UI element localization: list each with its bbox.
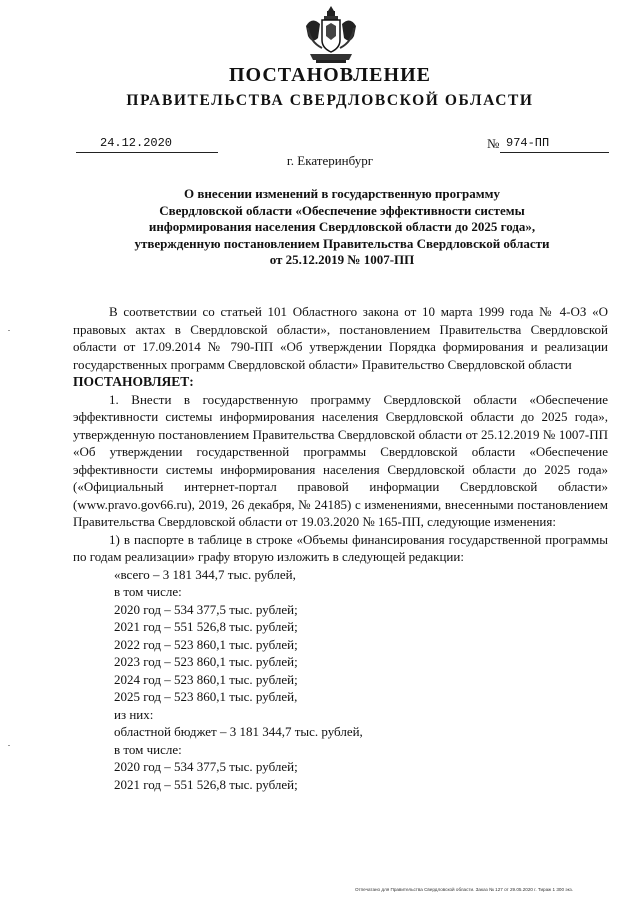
subitem-1-paragraph: 1) в паспорте в таблице в строке «Объемы финансирования государственной программы по годам реализации» графу вторую изложить в следующей редакции:: [73, 531, 608, 564]
preamble-paragraph: В соответствии со статьей 101 Областного закона от 10 марта 1999 года № 4-ОЗ «О правовых актах в Свердловской области», постановлением Правительства Свердловской области от 17.09.2014 № 790-ПП «Об утверждении Порядка формирования и реализации государственных программ Свердловской области» Правительство Свердловской области: [73, 304, 608, 372]
financing-line: областной бюджет – 3 181 344,7 тыс. рублей,: [114, 724, 363, 739]
document-title: ПОСТАНОВЛЕНИЕ: [229, 64, 431, 86]
financing-line: 2023 год – 523 860,1 тыс. рублей;: [114, 654, 298, 669]
financing-line: в том числе:: [114, 584, 182, 599]
financing-line: 2025 год – 523 860,1 тыс. рублей,: [114, 689, 298, 704]
financing-line: в том числе:: [114, 741, 182, 757]
heading-line: утвержденную постановлением Правительства Свердловской области: [134, 235, 550, 251]
number-value: 974-ПП: [506, 136, 550, 150]
number-label: №: [487, 136, 500, 151]
decree-word: ПОСТАНОВЛЯЕТ:: [73, 374, 194, 389]
financing-line: 2021 год – 551 526,8 тыс. рублей;: [114, 619, 298, 634]
heading-line: Свердловской области «Обеспечение эффективности системы: [159, 202, 525, 218]
number-field: [500, 136, 609, 153]
item-1-paragraph: 1. Внести в государственную программу Свердловской области «Обеспечение эффективности системы информирования населения Свердловской области до 2025 года», утвержденную постановлением Правительства Свердловской области от 25.12.2019 № 1007-ПП «Об утверждении государственной программы Свердловской области «Обеспечение эффективности системы информирования населения Свердловской области до 2025 года» («Официальный интернет-портал правовой информации Свердловской области» (www.pravo.gov66.ru), 2019, 26 декабря, № 24185) с изменениями, внесенными постановлением Правительства Свердловской области от 19.03.2020 № 165-ПП, следующие изменения:: [73, 391, 608, 529]
financing-list: [114, 566, 608, 794]
document-body: [73, 303, 608, 793]
heading-line: от 25.12.2019 № 1007-ПП: [269, 252, 415, 268]
scan-artifact: [8, 745, 10, 746]
date-value: 24.12.2020: [100, 136, 173, 150]
financing-line: 2022 год – 523 860,1 тыс. рублей;: [114, 636, 298, 652]
financing-line: 2024 год – 523 860,1 тыс. рублей;: [114, 671, 298, 687]
financing-line: 2021 год – 551 526,8 тыс. рублей;: [114, 776, 298, 792]
coat-of-arms-emblem: [300, 4, 362, 66]
issuer-title: ПРАВИТЕЛЬСТВА СВЕРДЛОВСКОЙ ОБЛАСТИ: [126, 92, 534, 109]
financing-line: 2020 год – 534 377,5 тыс. рублей;: [114, 601, 298, 617]
city: г. Екатеринбург: [286, 153, 374, 168]
scan-artifact: [8, 330, 10, 331]
financing-line: из них:: [114, 706, 154, 722]
financing-line: 2020 год – 534 377,5 тыс. рублей;: [114, 759, 298, 774]
resolution-heading: [72, 186, 612, 269]
date-field: [76, 136, 218, 153]
financing-line: «всего – 3 181 344,7 тыс. рублей,: [114, 566, 296, 582]
heading-line: информирования населения Свердловской области до 2025 года»,: [148, 219, 536, 235]
print-footer: Отпечатано для Правительства Свердловской области. Заказ № 127 от 29.05.2020 г. Тираж 1 300 экз.: [355, 887, 574, 892]
heading-line: О внесении изменений в государственную программу: [184, 186, 500, 201]
